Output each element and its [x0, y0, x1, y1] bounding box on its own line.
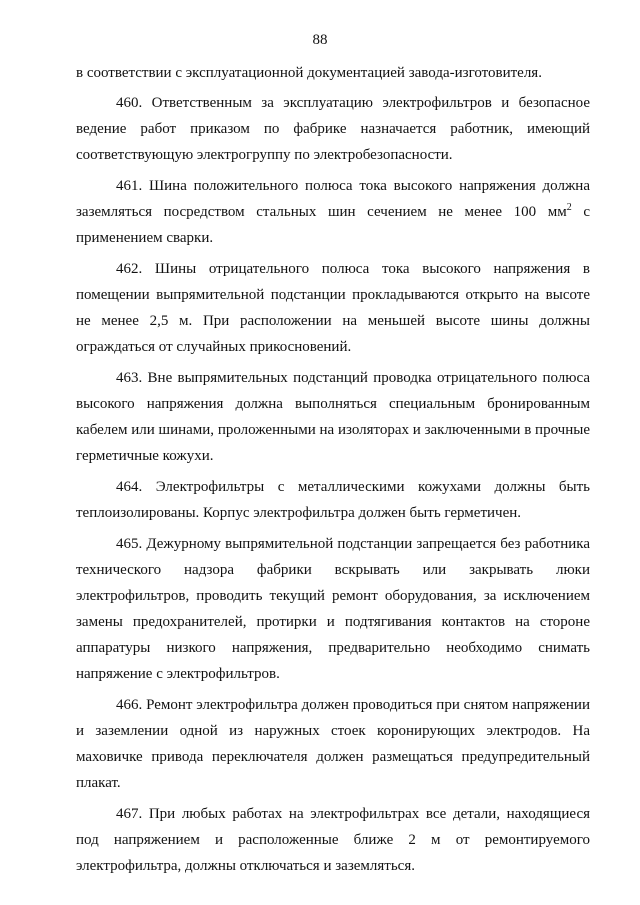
- page-number: 88: [312, 32, 328, 48]
- document-body: [76, 60, 590, 884]
- paragraph-463: 463. Вне выпрямительных подстанций проводка отрицательного полюса высокого напряжения должна выполняться специальным бронированным кабелем или шинами, проложенными на изоляторах и заключенными в прочные герметичные кожухи.: [76, 370, 590, 464]
- paragraph-461: [76, 173, 590, 251]
- paragraph-466: 466. Ремонт электрофильтра должен проводиться при снятом напряжении и заземлении одной из наружных стоек коронирующих электродов. На маховичке привода переключателя должен размещаться предупредительный плакат.: [76, 697, 590, 791]
- paragraph-467: 467. При любых работах на электрофильтрах все детали, находящиеся под напряжением и расположенные ближе 2 м от ремонтируемого электрофильтра, должны отключаться и заземляться.: [76, 806, 590, 874]
- paragraph-465: 465. Дежурному выпрямительной подстанции запрещается без работника технического надзора фабрики вскрывать или закрывать люки электрофильтров, проводить текущий ремонт оборудования, за исключением замены предохранителей, протирки и подтягивания контактов на стороне аппаратуры низкого напряжения, предварительно необходимо снимать напряжение с электрофильтров.: [76, 536, 590, 682]
- paragraph-continuation: в соответствии с эксплуатационной документацией завода-изготовителя.: [76, 65, 542, 81]
- paragraph-461-text-end: с применением сварки.: [76, 204, 590, 246]
- paragraph-461-text: 461. Шина положительного полюса тока высокого напряжения должна заземляться посредством стальных шин сечением не менее 100 мм: [76, 178, 590, 220]
- paragraph-462: 462. Шины отрицательного полюса тока высокого напряжения в помещении выпрямительной подстанции прокладываются открыто на высоте не менее 2,5 м. При расположении на меньшей высоте шины должны ограждаться от случайных прикосновений.: [76, 261, 590, 355]
- superscript-squared: 2: [566, 202, 572, 213]
- paragraph-460: 460. Ответственным за эксплуатацию электрофильтров и безопасное ведение работ приказом по фабрике назначается работник, имеющий соответствующую электрогруппу по электробезопасности.: [76, 95, 590, 163]
- paragraph-464: 464. Электрофильтры с металлическими кожухами должны быть теплоизолированы. Корпус электрофильтра должен быть герметичен.: [76, 479, 590, 521]
